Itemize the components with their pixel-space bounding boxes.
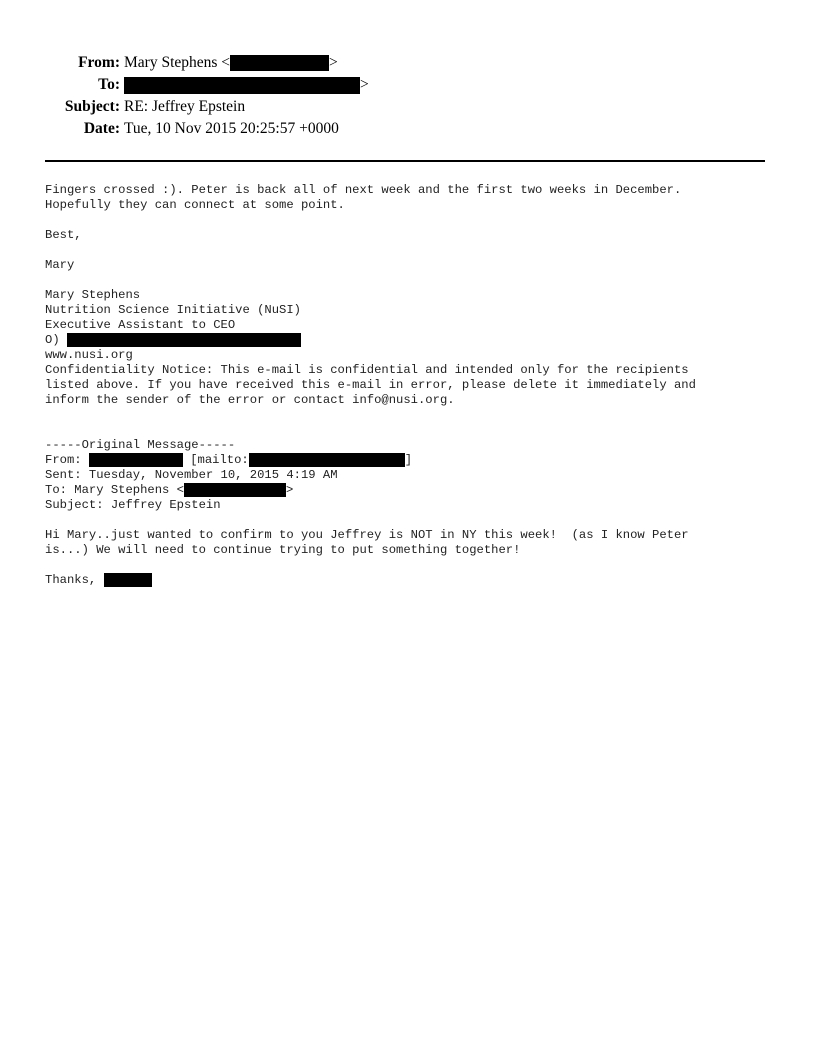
redaction-block: [104, 573, 152, 587]
original-closing: [45, 573, 785, 588]
original-message-line: is...) We will need to continue trying to put something together!: [45, 543, 521, 557]
date-row: [0, 120, 816, 142]
original-from-label: From:: [45, 453, 82, 468]
signature-phone: [45, 333, 785, 348]
redaction-block: [230, 55, 329, 71]
subject-row: [0, 98, 816, 120]
redaction-block: [67, 333, 301, 347]
original-subject: Subject: Jeffrey Epstein: [45, 498, 221, 512]
sender-first-name: Mary: [45, 258, 75, 272]
closing: Best,: [45, 228, 82, 242]
body-line: Fingers crossed :). Peter is back all of next week and the first two weeks in December.: [45, 183, 682, 197]
confidentiality-line: inform the sender of the error or contact info@nusi.org.: [45, 393, 455, 407]
date-value: Tue, 10 Nov 2015 20:25:57 +0000: [124, 120, 339, 137]
phone-label: O): [45, 333, 60, 348]
to-value: >: [124, 76, 369, 94]
to-label: To:: [98, 76, 120, 93]
original-message-line: Hi Mary..just wanted to confirm to you Jeffrey is NOT in NY this week! (as I know Peter: [45, 528, 689, 542]
original-message-header: -----Original Message-----: [45, 438, 236, 452]
signature-title: Executive Assistant to CEO: [45, 318, 236, 332]
redaction-block: [249, 453, 405, 467]
mailto-label: [mailto:: [190, 453, 249, 468]
redaction-block: [184, 483, 286, 497]
from-name: Mary Stephens: [124, 54, 218, 71]
redaction-block: [124, 77, 360, 94]
from-value: Mary Stephens < >: [124, 54, 338, 71]
header-divider: [45, 160, 765, 162]
signature-website: www.nusi.org: [45, 348, 133, 362]
subject-label: Subject:: [64, 98, 120, 115]
to-row: [0, 76, 816, 98]
from-label: From:: [78, 54, 120, 71]
redaction-block: [89, 453, 183, 467]
signature-name: Mary Stephens: [45, 288, 141, 302]
date-label: Date:: [83, 120, 120, 137]
original-to: To: Mary Stephens < >: [45, 483, 294, 498]
original-sent: Sent: Tuesday, November 10, 2015 4:19 AM: [45, 468, 338, 482]
subject-value: RE: Jeffrey Epstein: [124, 98, 246, 115]
confidentiality-line: listed above. If you have received this e-mail in error, please delete it immediately and: [45, 378, 696, 392]
confidentiality-line: Confidentiality Notice: This e-mail is confidential and intended only for the recipients: [45, 363, 689, 377]
message-body: [45, 183, 785, 588]
thanks-text: Thanks,: [45, 573, 97, 588]
original-to-label: To: Mary Stephens: [45, 483, 170, 498]
signature-org: Nutrition Science Initiative (NuSI): [45, 303, 301, 317]
body-line: Hopefully they can connect at some point.: [45, 198, 345, 212]
from-row: [0, 54, 816, 76]
original-from: From: [mailto: ]: [45, 453, 413, 468]
